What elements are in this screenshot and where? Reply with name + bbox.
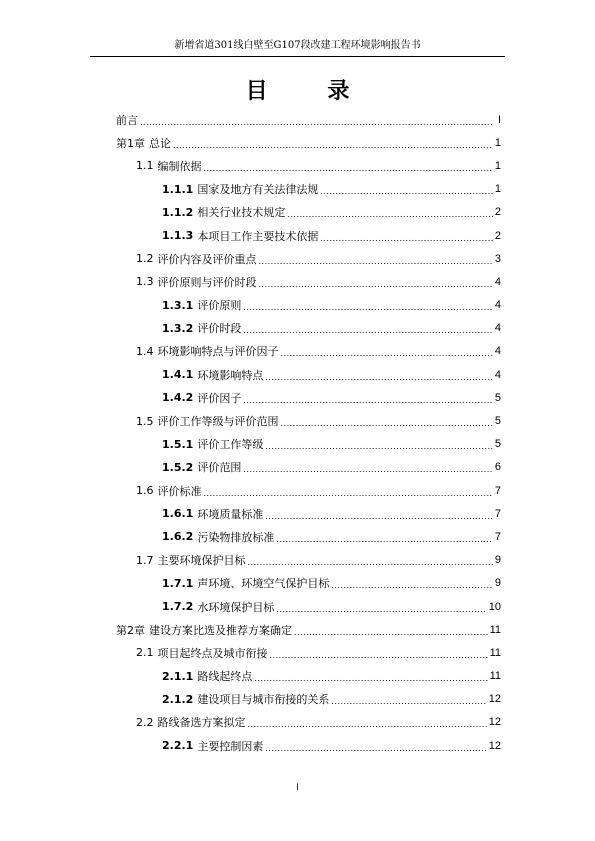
toc-entry-label: 项目起终点及城市衔接 (157, 646, 268, 660)
toc-entry-number: 1.2 (136, 252, 154, 266)
toc-entry-number: 1.7.1 (162, 576, 194, 590)
toc-entry-number: 2.1.2 (162, 692, 194, 706)
toc-entry-page: 4 (494, 322, 501, 335)
toc-entry-number: 第1章 (116, 136, 145, 150)
toc-entry[interactable] (116, 294, 501, 317)
dot-leader (204, 486, 493, 498)
dot-leader (294, 625, 488, 637)
toc-entry-page: 9 (494, 577, 501, 590)
toc-entry[interactable] (116, 549, 501, 572)
toc-entry-label: 污染物排放标准 (197, 530, 275, 544)
toc-entry[interactable] (116, 572, 501, 595)
toc-entry-page: 9 (494, 554, 501, 567)
toc-entry[interactable] (116, 317, 501, 340)
toc-entry-label: 评价工作等级与评价范围 (157, 415, 279, 429)
toc-entry-label: 国家及地方有关法律法规 (197, 183, 319, 197)
toc-entry-label: 声环境、环境空气保护目标 (197, 577, 330, 591)
toc-entry-page: 12 (488, 716, 501, 729)
toc-entry[interactable] (116, 479, 501, 502)
toc-entry[interactable] (116, 456, 501, 479)
toc-entry-label: 评价标准 (157, 484, 202, 498)
toc-entry-page: 2 (494, 229, 501, 242)
toc-entry-page: 4 (494, 275, 501, 288)
toc-entry-page: 1 (494, 136, 501, 149)
toc-title: 目 录 (245, 79, 376, 104)
toc-entry-number: 2.1.1 (162, 669, 194, 683)
toc-entry-page: 3 (494, 252, 501, 265)
dot-leader (331, 694, 486, 706)
toc-entry-number: 1.1.1 (162, 182, 194, 196)
dot-leader (204, 161, 493, 173)
dot-leader (248, 717, 487, 729)
page-number: I (296, 782, 299, 792)
toc-entry[interactable] (116, 433, 501, 456)
toc-entry-page: 4 (494, 299, 501, 312)
toc-entry-page: 7 (494, 507, 501, 520)
table-of-contents (116, 108, 501, 757)
toc-entry-page: 7 (494, 484, 501, 497)
dot-leader (173, 138, 493, 150)
toc-entry-number: 1.1.2 (162, 205, 194, 219)
toc-entry-label: 相关行业技术规定 (197, 206, 286, 220)
toc-entry-number: 1.3 (136, 275, 154, 289)
dot-leader (320, 231, 493, 243)
toc-entry[interactable] (116, 386, 501, 409)
toc-entry-page: 11 (489, 623, 501, 636)
toc-entry[interactable] (116, 201, 501, 224)
toc-entry-label: 评价范围 (197, 461, 242, 475)
toc-entry-label: 评价内容及评价重点 (157, 252, 257, 266)
dot-leader (287, 207, 493, 219)
toc-entry-label: 评价因子 (197, 391, 242, 405)
toc-entry-number: 第2章 (116, 623, 145, 637)
toc-entry-number: 1.3.2 (162, 321, 194, 335)
toc-entry-number: 1.6 (136, 484, 154, 498)
toc-entry[interactable] (116, 734, 501, 757)
toc-entry-page: 12 (488, 693, 501, 706)
dot-leader (281, 346, 493, 358)
toc-entry[interactable] (116, 340, 501, 363)
toc-entry-page: 4 (494, 345, 501, 358)
toc-entry[interactable] (116, 595, 501, 618)
toc-entry-number: 1.6.1 (162, 507, 194, 521)
toc-entry[interactable] (116, 131, 501, 154)
toc-entry-page: 11 (489, 670, 501, 683)
toc-entry-page: 1 (494, 159, 501, 172)
toc-entry-number: 1.4.1 (162, 368, 194, 382)
toc-entry-label: 路线起终点 (197, 670, 253, 684)
dot-leader (259, 254, 493, 266)
toc-entry-label: 主要环境保护目标 (157, 554, 246, 568)
toc-entry-label: 建设项目与城市衔接的关系 (197, 693, 330, 707)
toc-entry-label: 环境质量标准 (197, 507, 264, 521)
toc-entry-page: 10 (488, 600, 501, 613)
toc-entry-number: 1.1.3 (162, 229, 194, 243)
toc-entry-page: 5 (494, 391, 501, 404)
dot-leader (270, 648, 488, 660)
toc-entry[interactable] (116, 247, 501, 270)
toc-entry-label: 评价原则 (197, 299, 242, 313)
toc-entry-label: 前言 (116, 113, 138, 127)
toc-entry-page: 2 (494, 206, 501, 219)
toc-entry-number: 1.1 (136, 159, 154, 173)
toc-entry[interactable] (116, 618, 501, 641)
toc-entry-page: 11 (489, 646, 501, 659)
toc-entry-page: 6 (494, 461, 501, 474)
toc-entry-number: 1.7 (136, 553, 154, 567)
dot-leader (276, 602, 486, 614)
toc-entry[interactable] (116, 363, 501, 386)
toc-entry-page: 5 (494, 438, 501, 451)
dot-leader (259, 277, 493, 289)
dot-leader (265, 439, 493, 451)
toc-entry[interactable] (116, 665, 501, 688)
dot-leader (276, 532, 493, 544)
dot-leader (265, 509, 493, 521)
toc-entry-label: 评价原则与评价时段 (157, 275, 257, 289)
toc-entry-number: 2.2 (136, 715, 154, 729)
toc-entry-page: I (497, 113, 501, 126)
toc-entry-number: 2.2.1 (162, 739, 194, 753)
toc-entry-number: 1.5.2 (162, 460, 194, 474)
toc-entry[interactable] (116, 409, 501, 432)
toc-entry[interactable] (116, 270, 501, 293)
dot-leader (243, 393, 493, 405)
toc-entry-number: 1.5.1 (162, 437, 194, 451)
dot-leader (320, 184, 493, 196)
toc-entry-page: 5 (494, 415, 501, 428)
toc-entry-number: 1.3.1 (162, 298, 194, 312)
dot-leader (243, 300, 493, 312)
toc-entry[interactable] (116, 502, 501, 525)
toc-entry-label: 评价时段 (197, 322, 242, 336)
dot-leader (265, 370, 493, 382)
toc-entry-label: 评价工作等级 (197, 438, 264, 452)
toc-entry-number: 1.4.2 (162, 391, 194, 405)
dot-leader (281, 416, 493, 428)
toc-entry-label: 编制依据 (157, 159, 202, 173)
toc-entry-label: 本项目工作主要技术依据 (197, 229, 319, 243)
toc-entry-label: 环境影响特点与评价因子 (157, 345, 279, 359)
toc-entry-page: 1 (494, 183, 501, 196)
toc-entry[interactable] (116, 641, 501, 664)
toc-entry-page: 7 (494, 530, 501, 543)
toc-entry-label: 环境影响特点 (197, 368, 264, 382)
dot-leader (140, 115, 493, 127)
toc-entry[interactable] (116, 525, 501, 548)
toc-entry[interactable] (116, 178, 501, 201)
toc-entry-label: 建设方案比选及推荐方案确定 (149, 623, 292, 637)
toc-entry-label: 路线备选方案拟定 (157, 716, 246, 730)
toc-entry[interactable] (116, 108, 501, 131)
running-header: 新增省道301线白壁至G107段改建工程环境影响报告书 (174, 40, 421, 51)
toc-entry-number: 1.7.2 (162, 600, 194, 614)
header-rule (90, 56, 505, 57)
toc-entry-number: 1.4 (136, 344, 154, 358)
toc-entry-label: 主要控制因素 (197, 739, 264, 753)
toc-entry-label: 水环境保护目标 (197, 600, 275, 614)
dot-leader (243, 462, 493, 474)
dot-leader (254, 671, 487, 683)
dot-leader (265, 741, 486, 753)
toc-entry-number: 1.6.2 (162, 530, 194, 544)
dot-leader (331, 578, 493, 590)
toc-entry[interactable] (116, 154, 501, 177)
toc-entry-label: 总论 (149, 136, 171, 150)
toc-entry[interactable] (116, 224, 501, 247)
toc-entry-number: 1.5 (136, 414, 154, 428)
toc-entry-number: 2.1 (136, 646, 154, 660)
toc-entry-page: 12 (488, 739, 501, 752)
toc-entry-page: 4 (494, 368, 501, 381)
dot-leader (248, 555, 493, 567)
toc-entry[interactable] (116, 711, 501, 734)
toc-entry[interactable] (116, 688, 501, 711)
dot-leader (243, 323, 493, 335)
